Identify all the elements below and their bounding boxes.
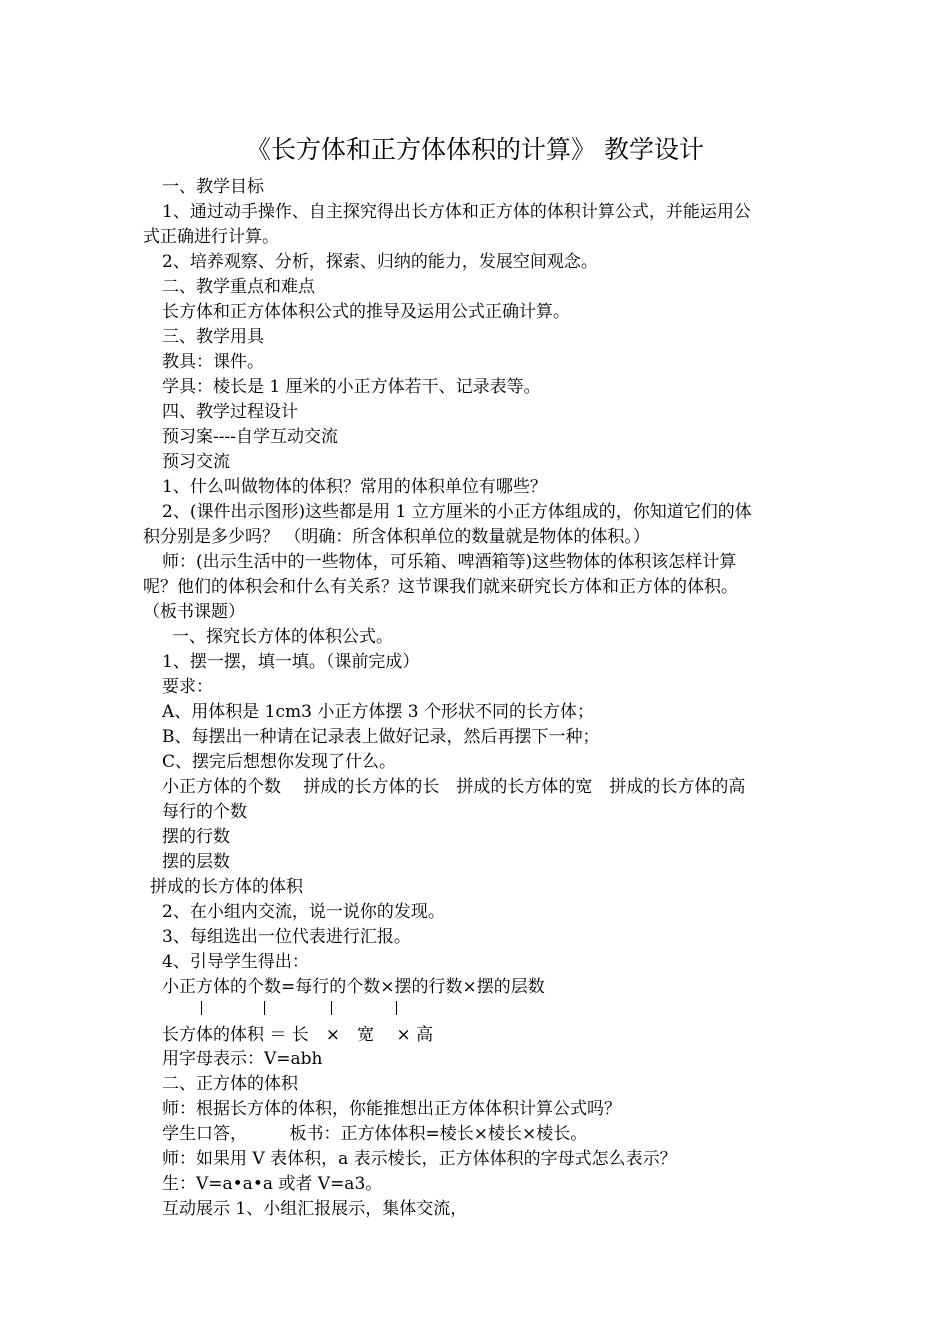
paragraph-line: 1、摆一摆，填一填。（课前完成） — [162, 652, 420, 672]
paragraph-line: 预习案----自学互动交流 — [162, 427, 338, 447]
record-table-header: 小正方体的个数 拼成的长方体的长 拼成的长方体的宽 拼成的长方体的高 — [162, 777, 746, 797]
formula-connector — [201, 1001, 202, 1015]
paragraph-line: 积分别是多少吗？ （明确：所含体积单位的数量就是物体的体积。） — [143, 527, 650, 547]
document-title: 《长方体和正方体体积的计算》 教学设计 — [246, 135, 704, 164]
paragraph-line: 要求： — [162, 677, 213, 697]
paragraph-line: A、用体积是 1cm3 小正方体摆 3 个形状不同的长方体； — [162, 702, 594, 722]
paragraph-line: 2、培养观察、分析，探索、归纳的能力，发展空间观念。 — [162, 252, 598, 272]
paragraph-line: 教具：课件。 — [162, 352, 264, 372]
heading-objectives: 一、教学目标 — [162, 177, 264, 197]
paragraph-line: 互动展示 1、小组汇报展示，集体交流， — [162, 1199, 468, 1219]
paragraph-line: C、摆完后想想你发现了什么。 — [162, 752, 397, 772]
formula-connector — [331, 1001, 332, 1015]
paragraph-line: 3、每组选出一位代表进行汇报。 — [162, 927, 411, 947]
paragraph-line: 预习交流 — [162, 452, 230, 472]
paragraph-line: B、每摆出一种请在记录表上做好记录，然后再摆下一种； — [162, 727, 600, 747]
paragraph-line: 4、引导学生得出： — [162, 952, 309, 972]
heading-cube-volume: 二、正方体的体积 — [162, 1074, 298, 1094]
heading-tools: 三、教学用具 — [162, 327, 264, 347]
record-table-row: 拼成的长方体的体积 — [150, 877, 303, 897]
paragraph-line: 长方体和正方体体积公式的推导及运用公式正确计算。 — [162, 302, 570, 322]
heading-process: 四、教学过程设计 — [162, 402, 298, 422]
paragraph-line: 一、探究长方体的体积公式。 — [172, 627, 393, 647]
record-table-row: 摆的层数 — [162, 852, 230, 872]
paragraph-line: 学生口答， 板书：正方体体积=棱长×棱长×棱长。 — [162, 1124, 588, 1144]
paragraph-line: 1、通过动手操作、自主探究得出长方体和正方体的体积计算公式，并能运用公 — [162, 202, 751, 222]
heading-key-points: 二、教学重点和难点 — [162, 277, 315, 297]
formula-line: 小正方体的个数=每行的个数×摆的行数×摆的层数 — [162, 977, 545, 997]
paragraph-line: 呢？他们的体积会和什么有关系？这节课我们就来研究长方体和正方体的体积。 — [143, 577, 738, 597]
formula-line: 长方体的体积 ＝ 长 × 宽 × 高 — [162, 1025, 434, 1045]
paragraph-line: 师：根据长方体的体积，你能推想出正方体体积计算公式吗？ — [162, 1099, 621, 1119]
record-table-row: 每行的个数 — [162, 802, 247, 822]
paragraph-line: 师：如果用 V 表体积，a 表示棱长，正方体体积的字母式怎么表示？ — [162, 1149, 677, 1169]
formula-connector — [264, 1001, 265, 1015]
record-table-row: 摆的行数 — [162, 827, 230, 847]
paragraph-line: 师：(出示生活中的一些物体，可乐箱、啤酒箱等)这些物体的体积该怎样计算 — [162, 552, 737, 572]
paragraph-line: 1、什么叫做物体的体积？常用的体积单位有哪些？ — [162, 477, 547, 497]
paragraph-line: （板书课题） — [143, 602, 245, 622]
formula-line: 用字母表示：V=abh — [162, 1049, 323, 1069]
paragraph-line: 2、在小组内交流，说一说你的发现。 — [162, 902, 445, 922]
paragraph-line: 学具：棱长是 1 厘米的小正方体若干、记录表等。 — [162, 377, 541, 397]
paragraph-line: 生：V=a•a•a 或者 V=a3。 — [162, 1174, 383, 1194]
paragraph-line: 2、(课件出示图形)这些都是用 1 立方厘米的小正方体组成的，你知道它们的体 — [162, 502, 752, 522]
paragraph-line: 式正确进行计算。 — [143, 227, 279, 247]
formula-connector — [396, 1001, 397, 1015]
